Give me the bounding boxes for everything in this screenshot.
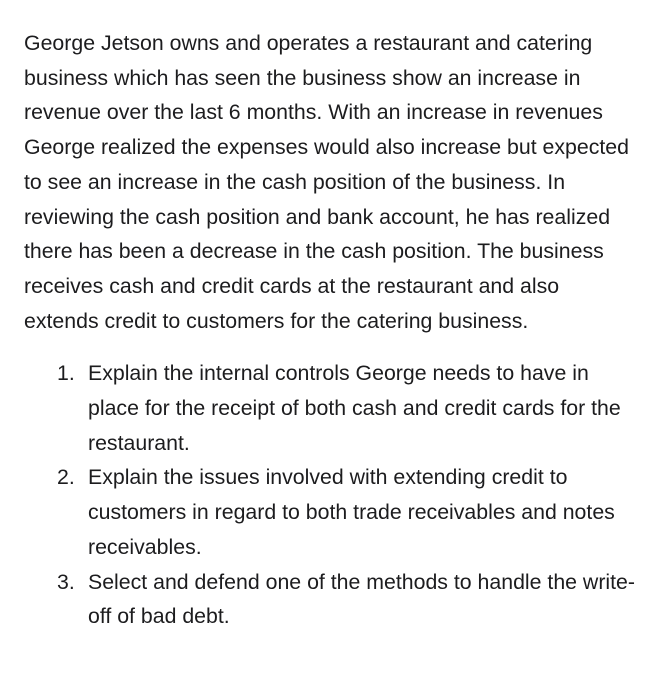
- intro-paragraph: George Jetson owns and operates a restaurant and catering business which has seen the business show an increase in revenue over the last 6 months. With an increase in revenues George realized the expenses would also increase but expected to see an increase in the cash position of the business. In reviewing the cash position and bank account, he has realized there has been a decrease in the cash position. The business receives cash and credit cards at the restaurant and also extends credit to customers for the catering business.: [24, 31, 629, 333]
- question-number: 3.: [57, 569, 75, 594]
- question-item-3: [57, 565, 637, 634]
- question-item-2: [57, 460, 637, 564]
- question-list: [24, 356, 637, 634]
- question-number: 1.: [57, 361, 75, 386]
- question-text: Explain the issues involved with extending credit to customers in regard to both trade receivables and notes receivables.: [88, 465, 615, 559]
- question-number: 2.: [57, 465, 75, 490]
- question-text: Select and defend one of the methods to handle the write-off of bad debt.: [88, 569, 635, 629]
- question-text: Explain the internal controls George needs to have in place for the receipt of both cash and credit cards for the restaurant.: [88, 361, 621, 455]
- question-item-1: [57, 356, 637, 460]
